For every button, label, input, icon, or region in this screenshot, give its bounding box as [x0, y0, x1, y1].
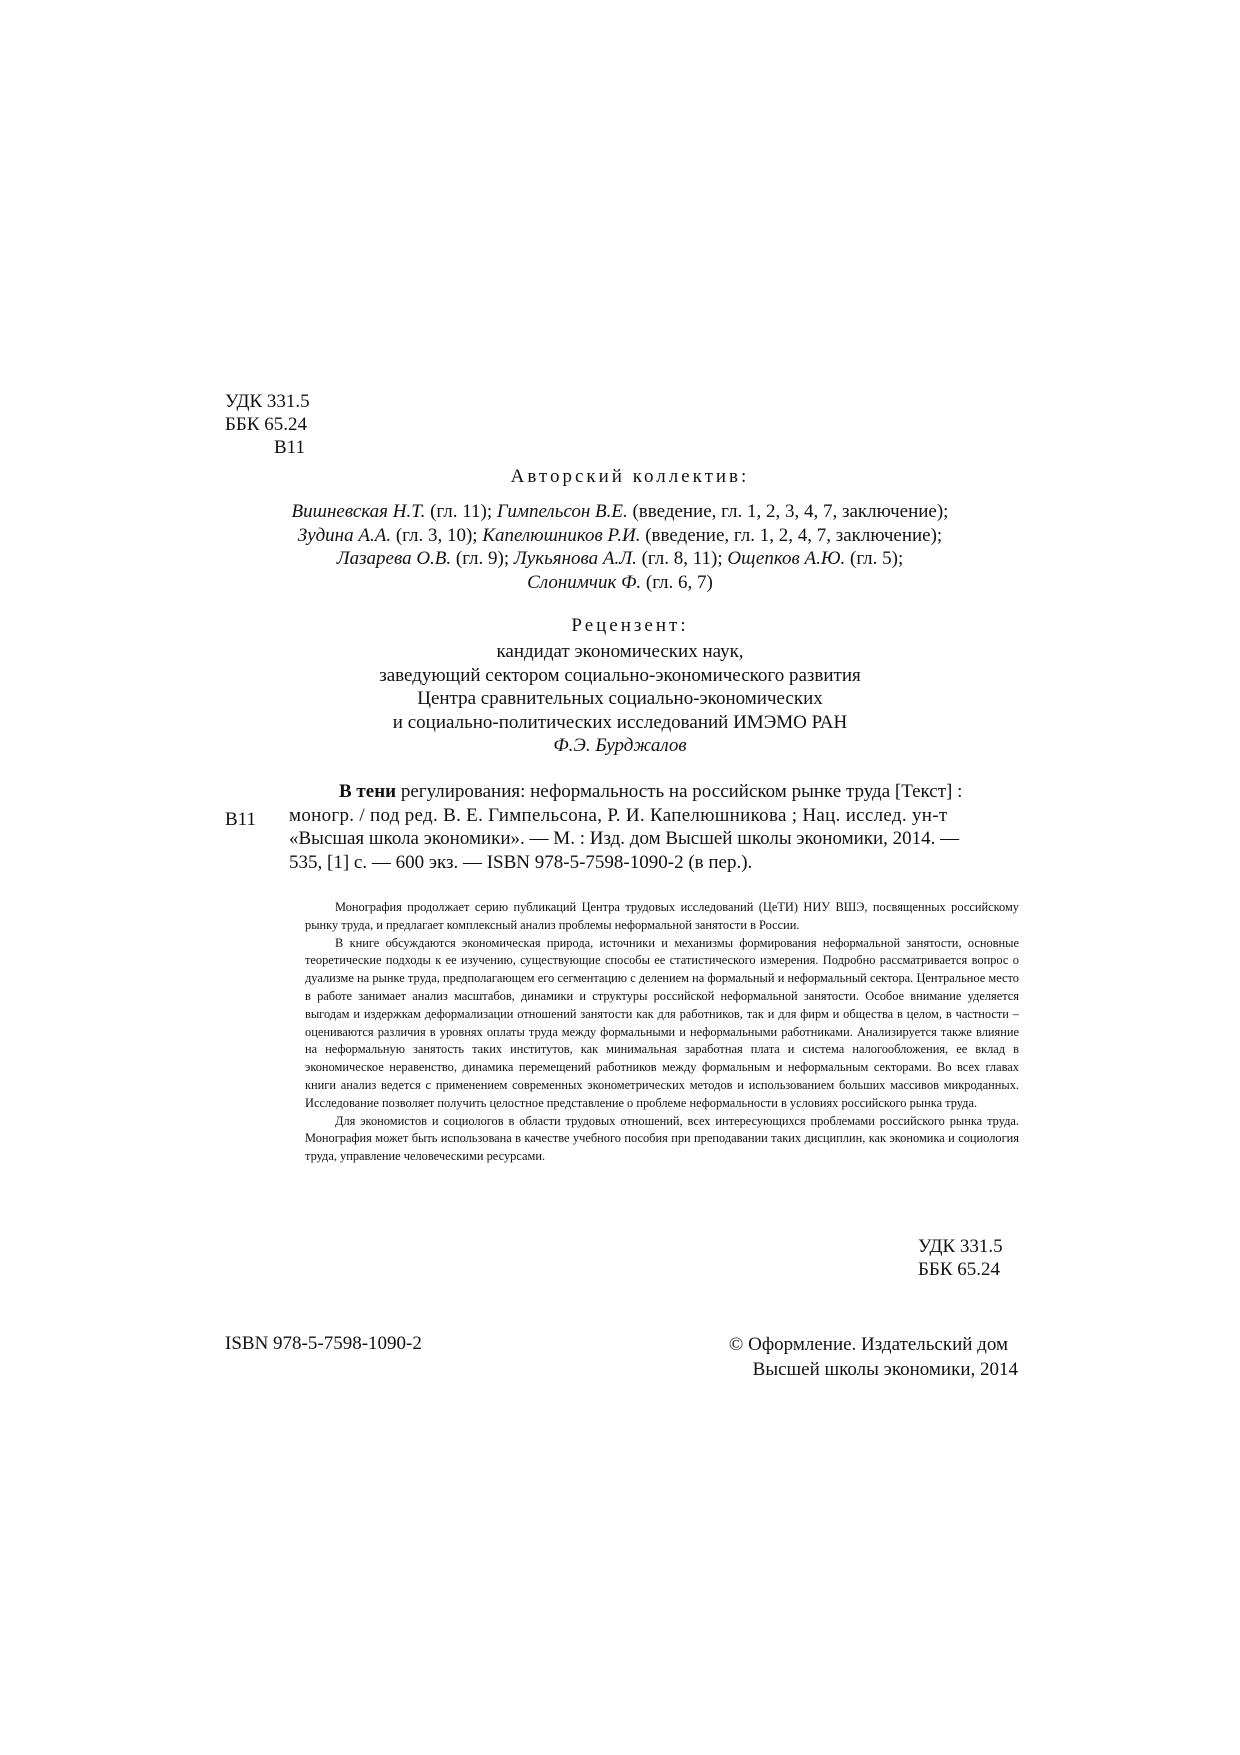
author-name: Зудина А.А. — [297, 524, 392, 546]
author-line-3 — [225, 547, 1015, 571]
isbn: ISBN 978-5-7598-1090-2 — [225, 1333, 422, 1354]
reviewer-name: Ф.Э. Бурджалов — [553, 735, 687, 756]
author-name: Слонимчик Ф. — [527, 571, 642, 593]
reviewer-heading: Рецензент: — [571, 615, 689, 636]
author-role: (введение, гл. 1, 2, 4, 7, заключение); — [640, 524, 943, 546]
author-role: (гл. 3, 10); — [391, 524, 483, 546]
author-role: (гл. 9); — [451, 548, 514, 569]
reviewer-line: кандидат экономических наук, — [496, 641, 744, 662]
bib-line-2: моногр. / под ред. В. Е. Гимпельсона, Р. И. Капелюшникова ; Нац. исслед. ун-т — [289, 804, 948, 826]
author-name: Ощепков А.Ю. — [727, 548, 846, 569]
abstract — [305, 899, 1019, 1166]
copyright-line-2: Высшей школы экономики, 2014 — [752, 1359, 1018, 1380]
bib-author-mark: В11 — [225, 809, 256, 830]
reviewer-line: заведующий сектором социально-экономического развития — [379, 664, 861, 686]
author-role: (введение, гл. 1, 2, 3, 4, 7, заключение); — [627, 501, 949, 522]
author-role: (гл. 5); — [845, 548, 904, 569]
authors-heading: Авторский коллектив: — [510, 466, 750, 487]
author-role: (гл. 11); — [425, 501, 497, 522]
classification-bottom — [918, 1235, 1003, 1281]
bib-title-bold: В тени — [339, 781, 397, 802]
udk-code-bottom: УДК 331.5 — [918, 1236, 1003, 1257]
copyright-line-1: © Оформление. Издательский дом — [728, 1334, 1008, 1355]
abstract-paragraph-1: Монография продолжает серию публикаций Центра трудовых исследований (ЦеТИ) НИУ ВШЭ, посвященных российскому рынку труда, и предлагает комплексный анализ проблемы неформальной занятости в России. — [305, 900, 1019, 932]
udk-code: УДК 331.5 — [225, 391, 310, 412]
reviewer-line: и социально-политических исследований ИМЭМО РАН — [392, 711, 848, 733]
author-name: Вишневская Н.Т. — [291, 501, 426, 522]
author-role: (гл. 6, 7) — [641, 571, 713, 593]
copyright — [600, 1332, 1018, 1382]
author-role: (гл. 8, 11); — [636, 548, 728, 569]
bib-line-3: «Высшая школа экономики». — М. : Изд. дом Высшей школы экономики, 2014. — — [289, 828, 960, 849]
bib-title-rest: регулирования: неформальность на российском рынке труда [Текст] : — [396, 781, 963, 802]
bib-line-1 — [289, 780, 1019, 804]
reviewer-line: Центра сравнительных социально-экономических — [417, 688, 823, 709]
author-name: Капелюшников Р.И. — [482, 524, 641, 546]
author-line-2 — [225, 524, 1015, 548]
bib-line-4: 535, [1] с. — 600 экз. — ISBN 978-5-7598-1090-2 (в пер.). — [289, 851, 753, 873]
author-line-1 — [225, 500, 1015, 524]
author-name: Гимпельсон В.Е. — [496, 501, 628, 522]
author-name: Лазарева О.В. — [336, 548, 452, 569]
authors-list — [225, 500, 1015, 594]
abstract-paragraph-2: В книге обсуждаются экономическая природа, источники и механизмы формирования неформальной занятости, основные теоретические подходы к ее изучению, существующие способы ее статистического измерения. Подробно рассматривается вопрос о дуализме на рынке труда, предполагающем его сегментацию с делением на формальный и неформальный сектора. Центральное место в работе занимает анализ масштабов, динамики и структуры российской неформальной занятости. Особое внимание уделяется выгодам и издержкам деформализации отношений занятости как для работников, так и для фирм и общества в целом, в частности – оцениваются различия в уровнях оплаты труда между формальными и неформальными работниками. Анализируется также влияние на неформальную занятость таких институтов, как минимальная заработная плата и система налогообложения, ее вклад в экономическое неравенство, динамика перемещений работников между формальным и неформальным секторами. Во всех главах книги анализ ведется с применением современных эконометрических методов и использованием больших массивов микроданных. Исследование позволяет получить целостное представление о проблеме неформальности в условиях российского рынка труда. — [305, 935, 1019, 1110]
reviewer-block — [225, 640, 1015, 758]
author-mark: В11 — [274, 437, 305, 458]
bbk-code-bottom: ББК 65.24 — [918, 1259, 1000, 1280]
abstract-paragraph-3: Для экономистов и социологов в области трудовых отношений, всех интересующихся проблемами российского рынка труда. Монография может быть использована в качестве учебного пособия при преподавании таких дисциплин, как экономика и социология труда, управление человеческими ресурсами. — [305, 1113, 1019, 1164]
bbk-code: ББК 65.24 — [225, 414, 307, 435]
author-name: Лукьянова А.Л. — [513, 548, 637, 569]
bibliographic-entry — [289, 780, 1019, 874]
classification-block — [225, 390, 310, 459]
author-line-4 — [225, 571, 1015, 595]
